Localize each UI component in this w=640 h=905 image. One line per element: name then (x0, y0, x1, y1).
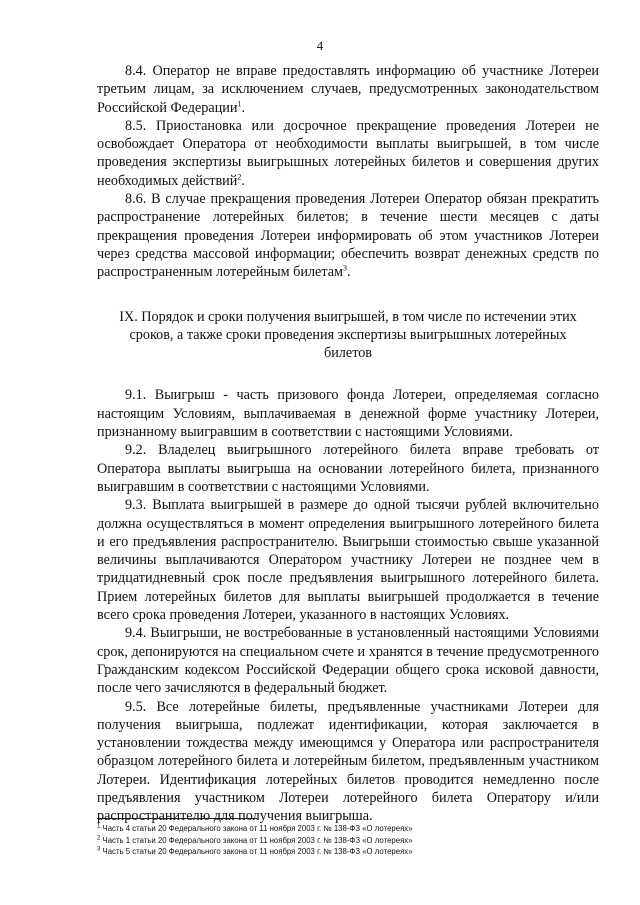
footnote-2: $^2$ Часть 1 статьи 20 Федерального закона от 11 ноября 2003 г. № 138-ФЗ «О лотереях» (97, 834, 413, 845)
section-heading: IX. Порядок и сроки получения выигрышей, в том числе по истечении этих сроков, а также сроки проведения экспертизы выигрышных лотерейных билетов (119, 308, 577, 362)
footnote-ref: 2 (237, 172, 242, 182)
paragraph-9-5: 9.5. Все лотерейные билеты, предъявленные участниками Лотереи для получения выигрыша, подлежат идентификации, которая заключается в установлении тождества между имеющимся у Оператора или распространителя образцом лотерейного билета и лотерейным билетом, предъявленным участником Лотереи. Идентификация лотерейных билетов проводится немедленно после предъявления участником Лотереи лотерейного билета Оператору и/или распространителю для получения выигрыша. (97, 698, 599, 825)
footnote-ref: 1 (237, 98, 242, 108)
paragraph-9-2: 9.2. Владелец выигрышного лотерейного билета вправе требовать от Оператора выплаты выигрыша на основании лотерейного билета, признанного выигравшим в соответствии с настоящими Условиями. (97, 442, 599, 495)
document-body (97, 62, 599, 826)
page-number: 4 (316, 38, 324, 53)
footnote-3: $^3$ Часть 5 статьи 20 Федерального закона от 11 ноября 2003 г. № 138-ФЗ «О лотереях» (97, 846, 413, 856)
paragraph-9-1: 9.1. Выигрыш - часть призового фонда Лотереи, определяемая согласно настоящим Условиям, выплачиваемая в денежной форме участнику Лотереи, признанному выигравшим в соответствии с настоящими Условиями. (97, 387, 599, 441)
paragraph-9-3: 9.3. Выплата выигрышей в размере до одной тысячи рублей включительно должна осуществляться в момент определения выигрышного лотерейного билета и его предъявления распространителю. Выигрыши стоимостью свыше указанной величины выплачиваются Оператором участнику Лотереи не позднее чем в тридцатидневный срок после предъявления выигрышного лотерейного билета. Прием лотерейных билетов для выплаты выигрышей продолжается в течение всего срока проведения Лотереи, указанного в настоящих Условиях. (97, 497, 599, 624)
paragraph-8-4: 8.4. Оператор не вправе предоставлять информацию об участнике Лотереи третьим лицам, за исключением случаев, предусмотренных законодательством Российской Федерации$^1$. (97, 63, 599, 116)
footnote-1: $^1$ Часть 4 статьи 20 Федерального закона от 11 ноября 2003 г. № 138-ФЗ «О лотереях» (97, 823, 413, 833)
footnotes (97, 823, 597, 858)
footnote-divider (97, 818, 257, 819)
paragraph-8-6: 8.6. В случае прекращения проведения Лотереи Оператор обязан прекратить распространение лотерейных билетов; в течение шести месяцев с даты прекращения проведения Лотереи информировать об этом участников Лотереи через средства массовой информации; обеспечить возврат денежных средств по распространенным лотерейным билетам$^3$. (97, 191, 599, 281)
paragraph-9-4: 9.4. Выигрыши, не востребованные в установленный настоящими Условиями срок, депонируются на специальном счете и хранятся в течение предусмотренного Гражданским кодексом Российской Федерации общего срока исковой давности, после чего зачисляются в федеральный бюджет. (97, 625, 599, 697)
paragraph-8-5: 8.5. Приостановка или досрочное прекращение проведения Лотереи не освобождает Оператора от необходимости выплаты выигрышей, в том числе проведения экспертизы выигрышных лотерейных билетов и совершения других необходимых действий$^2$. (97, 117, 599, 189)
footnote-ref: 3 (342, 263, 347, 273)
